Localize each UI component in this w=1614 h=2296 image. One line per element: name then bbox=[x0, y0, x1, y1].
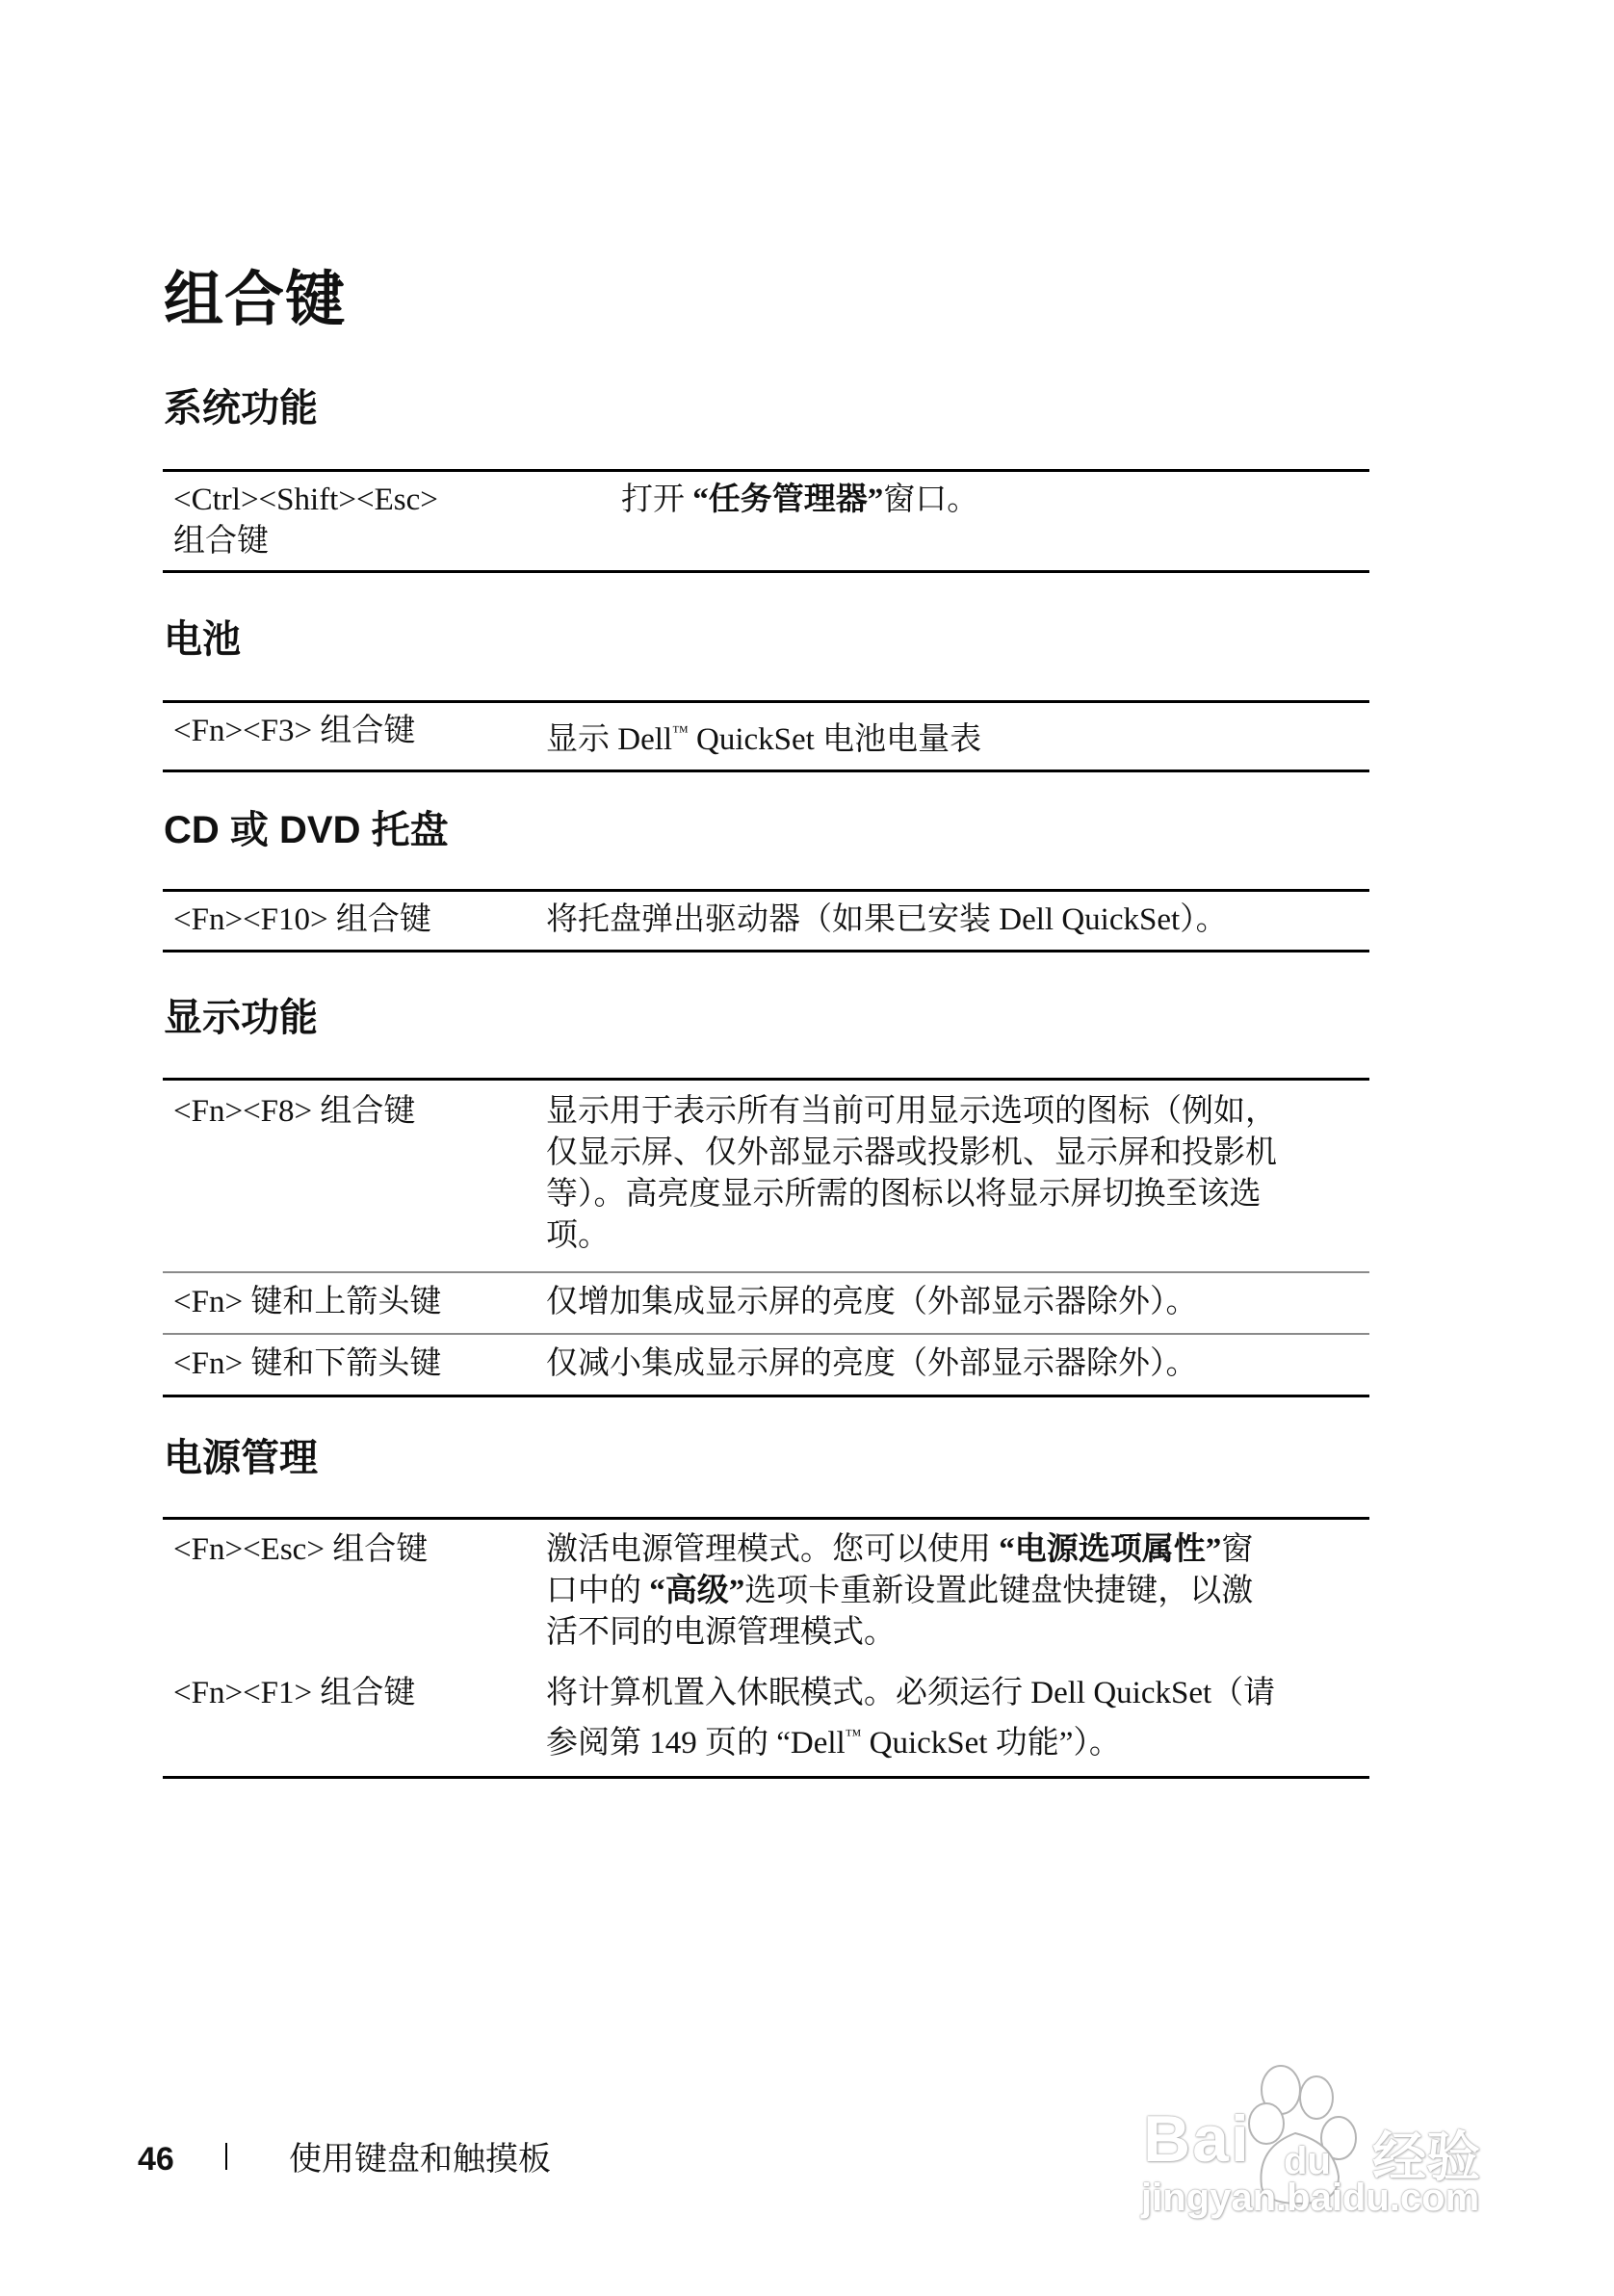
table-row bbox=[163, 472, 1369, 570]
description-line: 显示用于表示所有当前可用显示选项的图标（例如， bbox=[546, 1094, 1277, 1129]
trademark-symbol: ™ bbox=[845, 1726, 862, 1744]
description-line bbox=[546, 1529, 1360, 1571]
shortcut-key: <Ctrl><Shift><Esc> bbox=[173, 483, 438, 517]
description-line: 仅显示屏、仅外部显示器或投影机、显示屏和投影机 bbox=[546, 1135, 1277, 1170]
shortcut-description bbox=[546, 1673, 1369, 1764]
description-text: 窗 bbox=[1221, 1532, 1254, 1567]
watermark-logo-text: Bai bbox=[1143, 2102, 1251, 2176]
shortcut-key-suffix: 组合键 bbox=[173, 524, 269, 559]
shortcut-key: <Fn> 键和下箭头键 bbox=[173, 1346, 442, 1381]
description-text: QuickSet 电池电量表 bbox=[688, 722, 982, 757]
shortcut-description bbox=[546, 711, 1369, 761]
shortcut-key: <Fn><F8> 组合键 bbox=[173, 1094, 416, 1129]
table-row bbox=[163, 703, 1369, 770]
shortcut-table-battery bbox=[163, 700, 1369, 772]
description-line: 项。 bbox=[546, 1218, 610, 1253]
shortcut-description bbox=[546, 1091, 1369, 1257]
section-heading-cd-dvd-tray: CD 或 DVD 托盘 bbox=[164, 809, 449, 851]
watermark-jingyan-text: 经验 bbox=[1372, 2126, 1480, 2187]
shortcut-key: <Fn> 键和上箭头键 bbox=[173, 1285, 442, 1319]
shortcut-description: 仅减小集成显示屏的亮度（外部显示器除外）。 bbox=[546, 1346, 1198, 1381]
description-text: 打开 bbox=[621, 483, 693, 517]
table-row bbox=[163, 892, 1369, 950]
description-text: 选项卡重新设置此键盘快捷键，以激 bbox=[744, 1574, 1254, 1608]
footer-divider bbox=[225, 2143, 227, 2170]
shortcut-description: 仅增加集成显示屏的亮度（外部显示器除外）。 bbox=[546, 1285, 1198, 1319]
description-text: 激活电源管理模式。您可以使用 bbox=[546, 1532, 1000, 1567]
section-heading-display-functions: 显示功能 bbox=[164, 997, 318, 1039]
description-text: 参阅第 149 页的 “Dell bbox=[546, 1726, 846, 1761]
watermark-url: jingyan.baidu.com bbox=[1141, 2177, 1480, 2219]
page-number: 46 bbox=[138, 2141, 174, 2178]
baidu-jingyan-watermark bbox=[1141, 2051, 1526, 2234]
section-heading-power-management: 电源管理 bbox=[164, 1437, 318, 1479]
section-heading-system-functions: 系统功能 bbox=[164, 387, 318, 430]
chapter-title: 使用键盘和触摸板 bbox=[289, 2141, 551, 2178]
page-title: 组合键 bbox=[164, 267, 347, 333]
table-row bbox=[163, 1271, 1369, 1333]
shortcut-table-system bbox=[163, 469, 1369, 573]
table-row bbox=[163, 1081, 1369, 1271]
shortcut-description bbox=[546, 1529, 1369, 1654]
power-options-label: “电源选项属性” bbox=[999, 1532, 1222, 1567]
table-row bbox=[163, 1673, 1369, 1776]
section-heading-battery: 电池 bbox=[164, 618, 241, 661]
shortcut-table-power bbox=[163, 1517, 1369, 1779]
trademark-symbol: ™ bbox=[672, 722, 689, 741]
table-row bbox=[163, 1520, 1369, 1673]
shortcut-description bbox=[621, 480, 1369, 562]
description-text: 口中的 bbox=[546, 1574, 650, 1608]
table-row bbox=[163, 1333, 1369, 1395]
shortcut-table-display bbox=[163, 1078, 1369, 1397]
description-text: 窗口。 bbox=[883, 483, 979, 517]
watermark-paw-text: du bbox=[1284, 2140, 1331, 2182]
cross-reference-link: QuickSet 功能”）。 bbox=[861, 1726, 1121, 1761]
description-text: 显示 Dell bbox=[546, 722, 673, 757]
description-line bbox=[546, 1714, 1360, 1764]
description-line: 活不同的电源管理模式。 bbox=[546, 1615, 896, 1650]
shortcut-key: <Fn><F10> 组合键 bbox=[173, 902, 431, 937]
description-line bbox=[546, 1571, 1360, 1612]
description-line: 将计算机置入休眠模式。必须运行 Dell QuickSet（请 bbox=[546, 1676, 1276, 1710]
shortcut-key-cell bbox=[163, 480, 621, 562]
shortcut-table-cd-dvd bbox=[163, 889, 1369, 952]
shortcut-key: <Fn><Esc> 组合键 bbox=[173, 1532, 429, 1567]
shortcut-key: <Fn><F3> 组合键 bbox=[173, 714, 416, 748]
shortcut-description: 将托盘弹出驱动器（如果已安装 Dell QuickSet）。 bbox=[546, 902, 1228, 937]
advanced-tab-label: “高级” bbox=[649, 1574, 745, 1608]
shortcut-key: <Fn><F1> 组合键 bbox=[173, 1676, 416, 1710]
task-manager-label: “任务管理器” bbox=[692, 483, 884, 517]
description-line: 等）。高亮度显示所需的图标以将显示屏切换至该选 bbox=[546, 1177, 1262, 1212]
